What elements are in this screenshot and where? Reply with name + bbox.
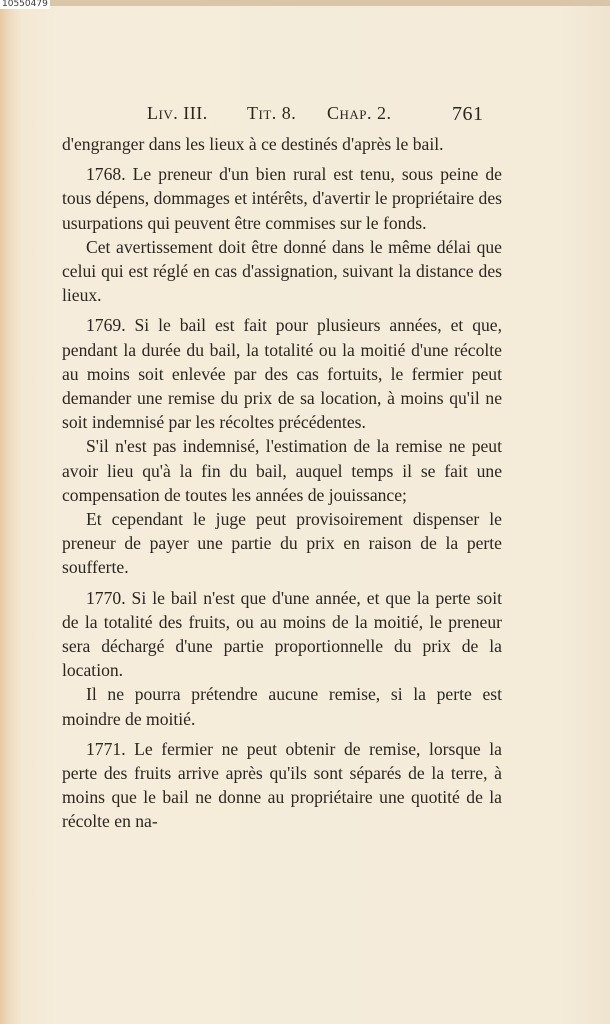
- paragraph: Et cependant le juge peut provisoirement dispenser le preneur de payer une partie du prix en raison de la perte soufferte.: [62, 509, 502, 578]
- paragraph: d'engranger dans les lieux à ce destinés d'après le bail.: [62, 134, 444, 154]
- page-number: 761: [452, 103, 484, 125]
- header-livre: Liv. III.: [147, 103, 208, 123]
- paragraph: 1768. Le preneur d'un bien rural est tenu, sous peine de tous dépens, dommages et intérêts, d'avertir le propriétaire des usurpations qui peuvent être commises sur le fonds.: [62, 164, 502, 233]
- header-chapitre: Chap. 2.: [327, 103, 392, 123]
- paragraph: Cet avertissement doit être donné dans le même délai que celui qui est réglé en cas d'assignation, suivant la distance des lieux.: [62, 236, 502, 306]
- body-text: [62, 132, 502, 834]
- running-header: [147, 103, 507, 127]
- catalog-stamp: 10550479: [2, 0, 48, 9]
- paragraph: S'il n'est pas indemnisé, l'estimation de la remise ne peut avoir lieu qu'à la fin du bail, auquel temps il se fait une compensation de toutes les années de jouissance;: [62, 436, 502, 505]
- paragraph: Il ne pourra prétendre aucune remise, si la perte est moindre de moitié.: [62, 684, 502, 729]
- header-titre: Tit. 8.: [247, 103, 297, 123]
- paragraph: 1770. Si le bail n'est que d'une année, et que la perte soit de la totalité des fruits, ou au moins de la moitié, le preneur sera déchargé d'une partie proportionnelle du prix de la location.: [62, 587, 502, 681]
- paragraph: 1771. Le fermier ne peut obtenir de remise, lorsque la perte des fruits arrive après qu'ils sont séparés de la terre, à moins que le bail ne donne au propriétaire une quotité de la récolte en na-: [62, 738, 502, 832]
- page-top-edge: [0, 0, 610, 6]
- paragraph: 1769. Si le bail est fait pour plusieurs années, et que, pendant la durée du bail, la totalité ou la moitié d'une récolte au moins soit enlevée par des cas fortuits, le fermier peut demander une remise du prix de sa location, à moins qu'il ne soit indemnisé par les récoltes précédentes.: [62, 315, 502, 433]
